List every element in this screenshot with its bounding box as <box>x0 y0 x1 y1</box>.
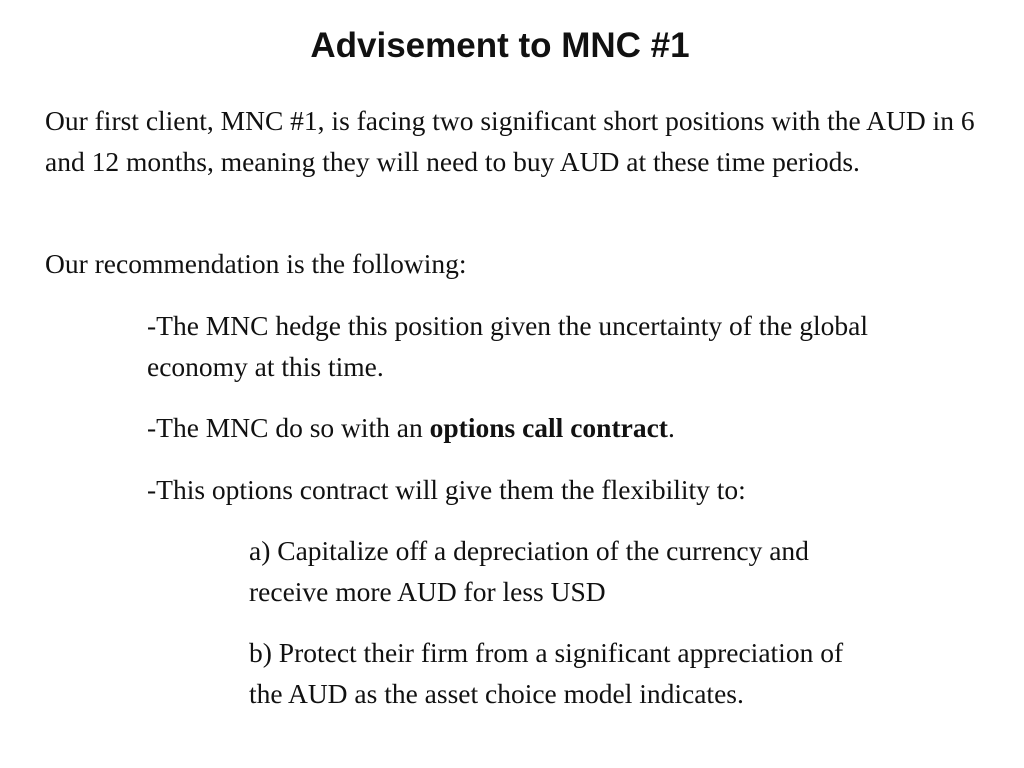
subpoint-b: b) Protect their firm from a significant appreciation of the AUD as the asset choice model indicates. <box>249 637 844 709</box>
bullet-contract <box>147 407 907 448</box>
bullet-contract-emphasis: options call contract <box>429 412 668 443</box>
subpoint-a: a) Capitalize off a depreciation of the currency and receive more AUD for less USD <box>249 535 809 607</box>
bullet-hedge: -The MNC hedge this position given the uncertainty of the global economy at this time. <box>147 310 868 382</box>
bullet-flexibility: -This options contract will give them the flexibility to: <box>147 474 746 505</box>
intro-paragraph: Our first client, MNC #1, is facing two significant short positions with the AUD in 6 and 12 months, meaning they will need to buy AUD at these time periods. <box>45 105 975 177</box>
recommendation-heading: Our recommendation is the following: <box>45 248 467 279</box>
bullet-contract-prefix: -The MNC do so with an <box>147 412 430 443</box>
slide-title: Advisement to MNC #1 <box>310 26 690 65</box>
bullet-contract-suffix: . <box>667 412 675 443</box>
